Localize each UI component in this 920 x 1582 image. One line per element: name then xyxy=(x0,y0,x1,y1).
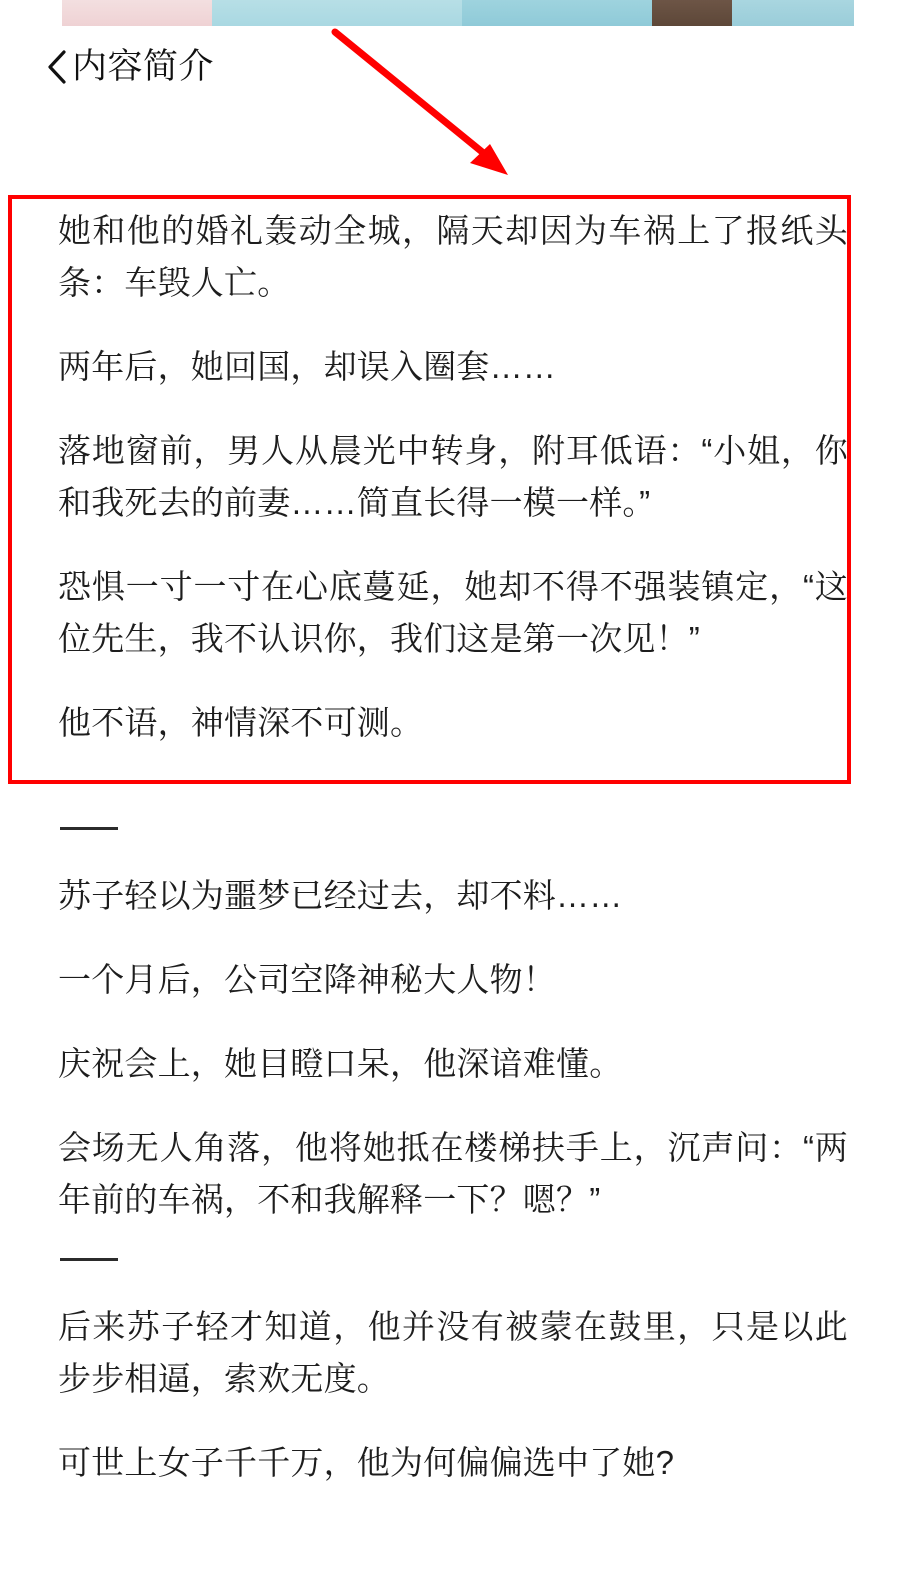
continued-paragraph: 后来苏子轻才知道，他并没有被蒙在鼓里，只是以此步步相逼，索欢无度。 xyxy=(58,1308,848,1397)
continued-paragraph: 会场无人角落，他将她抵在楼梯扶手上，沉声问：“两年前的车祸，不和我解释一下？嗯？” xyxy=(58,1129,848,1218)
book-cover-image xyxy=(62,0,854,26)
cover-band-midleft xyxy=(212,0,462,26)
synopsis-paragraph: 两年后，她回国，却误入圈套…… xyxy=(58,348,556,385)
chevron-left-icon[interactable] xyxy=(44,47,70,87)
continued-paragraph: 一个月后，公司空降神秘大人物！ xyxy=(58,961,556,998)
section-divider xyxy=(60,1258,118,1261)
synopsis-paragraph: 她和他的婚礼轰动全城，隔天却因为车祸上了报纸头条：车毁人亡。 xyxy=(58,212,848,301)
synopsis-content xyxy=(58,205,848,1521)
cover-band-dark xyxy=(652,0,732,26)
cover-band-mid xyxy=(462,0,652,26)
synopsis-paragraph: 他不语，神情深不可测。 xyxy=(58,704,424,741)
synopsis-paragraph: 落地窗前，男人从晨光中转身，附耳低语：“小姐，你和我死去的前妻……简直长得一模一样。” xyxy=(58,432,848,521)
continued-paragraph: 可世上女子千千万，他为何偏偏选中了她? xyxy=(58,1444,675,1481)
synopsis-paragraph: 恐惧一寸一寸在心底蔓延，她却不得不强装镇定，“这位先生，我不认识你，我们这是第一次见！” xyxy=(58,568,848,657)
section-header xyxy=(44,36,214,98)
continued-paragraph: 苏子轻以为噩梦已经过去，却不料…… xyxy=(58,877,623,914)
annotation-arrow-icon xyxy=(320,20,540,200)
cover-band-left xyxy=(62,0,212,26)
page-title: 内容简介 xyxy=(72,47,215,86)
section-divider xyxy=(60,827,118,830)
continued-paragraph: 庆祝会上，她目瞪口呆，他深谙难懂。 xyxy=(58,1045,623,1082)
cover-band-right xyxy=(732,0,854,26)
